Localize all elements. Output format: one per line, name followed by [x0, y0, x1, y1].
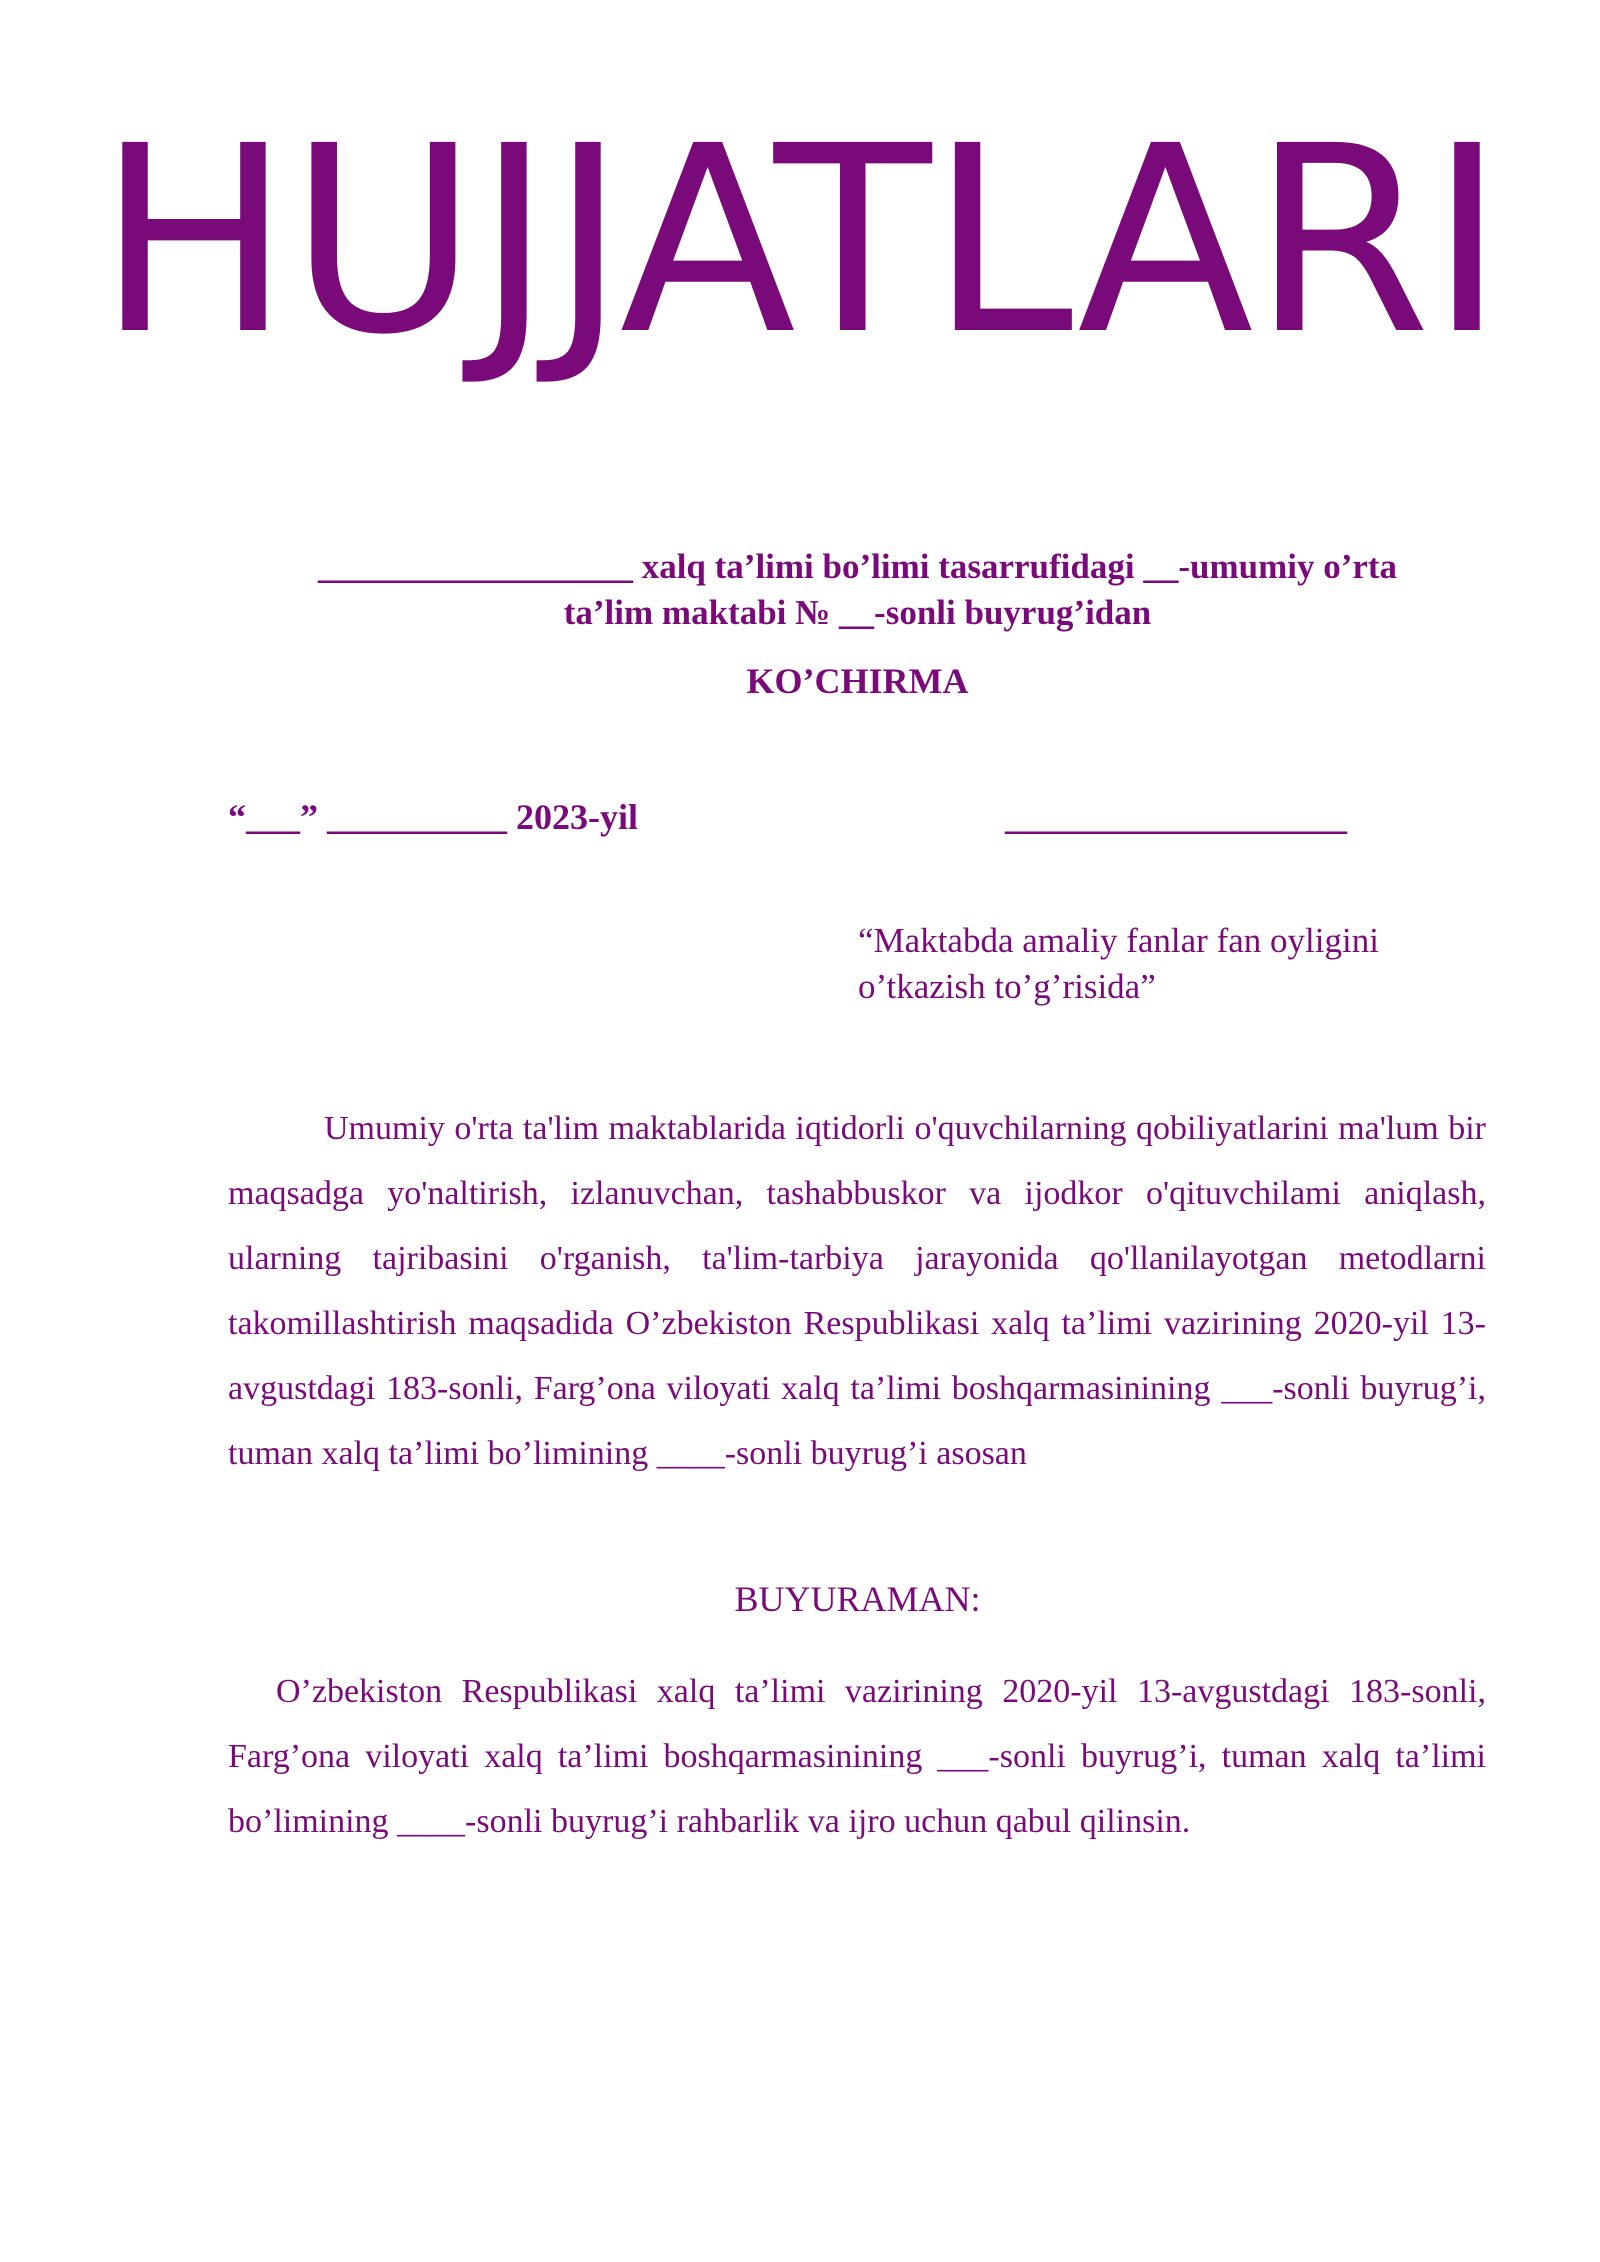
date-field: “___” __________ 2023-yil [228, 797, 638, 837]
document-title: KO’CHIRMA [746, 661, 969, 701]
header-line-2: ta’lim maktabi № __-sonli buyrug’idan [563, 593, 1152, 632]
order-subject [858, 918, 1379, 1010]
order-heading: BUYURAMAN: [734, 1579, 981, 1619]
header-line-1: __________________ xalq ta’limi bo’limi tasarrufidagi __-umumiy o’rta [317, 547, 1398, 586]
banner-title: HUJJATLARI [96, 91, 1504, 391]
subject-line-2: o’tkazish to’g’risida” [858, 967, 1156, 1006]
preamble-paragraph: Umumiy o'rta ta'lim maktablarida iqtidorli o'quvchilarning qobiliyatlarini ma'lum bir maqsadga yo'naltirish, izlanuvchan, tashabbuskor va ijodkor o'qituvchilami aniqlash, ularning tajribasini o'rganish, ta'lim-tarbiya jarayonida qo'llanilayotgan metodlarni takomillashtirish maqsadida O’zbekiston Respublikasi xalq ta’limi vazirining 2020-yil 13-avgustdagi 183-sonli, Farg’ona viloyati xalq ta’limi boshqarmasinining ___-sonli buyrug’i, tuman xalq ta’limi bo’limining ____-sonli buyrug’i asosan [228, 1110, 1486, 1472]
subject-line-1: “Maktabda amaliy fanlar fan oyligini [858, 921, 1379, 960]
order-paragraph: O’zbekiston Respublikasi xalq ta’limi vazirining 2020-yil 13-avgustdagi 183-sonli, Farg’ona viloyati xalq ta’limi boshqarmasinining ___-sonli buyrug’i, tuman xalq ta’limi bo’limining ____-sonli buyrug’i rahbarlik va ijro uchun qabul qilinsin. [228, 1673, 1486, 1840]
signature-line: ___________________ [1005, 797, 1347, 837]
